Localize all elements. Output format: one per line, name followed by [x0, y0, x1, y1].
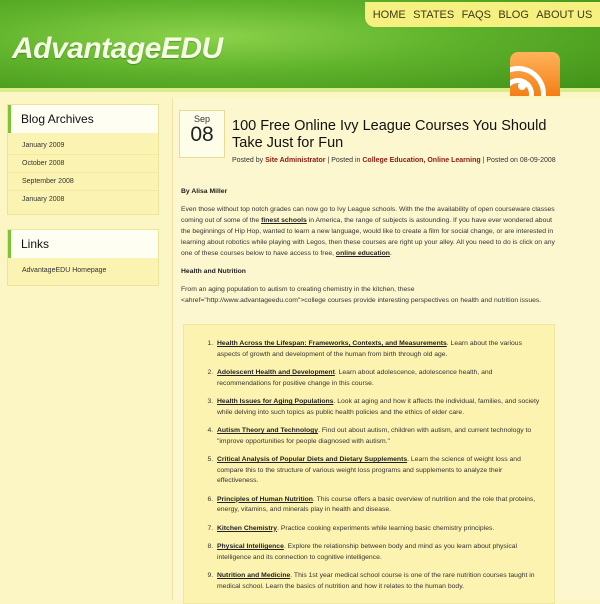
finest-schools-link[interactable]: finest schools: [261, 217, 307, 224]
course-list: [184, 325, 554, 592]
course-item: [215, 571, 544, 592]
intro-text: in America, the range of subjects is astounding. If you have ever wondered about the beginnings of Hip Hop, wanted to learn a new language, would like to create a film for social change, or are interested in learning about robotics while playing with Legos, then these courses are right up your alley. All you need to do is click on any one of these courses below to have access to free,: [181, 217, 555, 257]
course-link[interactable]: Physical Intelligence: [217, 543, 284, 550]
course-link[interactable]: Adolescent Health and Development: [217, 369, 335, 376]
byline: By Alisa Miller: [181, 188, 228, 195]
intro-paragraph: [181, 204, 561, 259]
course-desc: . Learn about the various aspects of growth and development of the human from birth through old age.: [217, 340, 522, 358]
course-desc: . Learn the science of weight loss and compare this to the structure of various weight loss programs and supplements to analyze their effectiveness.: [217, 456, 521, 484]
course-desc: . Find out about autism, children with autism, and current technology to "improve opportunities for people diagnosed with autism.": [217, 427, 532, 445]
archives-title: Blog Archives: [8, 105, 158, 133]
course-desc: . Learn about adolescence, adolescence health, and recommendations for positive change in this course.: [217, 369, 493, 387]
course-link[interactable]: Autism Theory and Technology: [217, 427, 319, 434]
course-link[interactable]: Nutrition and Medicine: [217, 572, 291, 579]
site-logo[interactable]: AdvantageEDU: [12, 32, 223, 65]
course-desc: . Practice cooking experiments while learning basic chemistry principles.: [277, 524, 495, 532]
course-item: [215, 495, 544, 516]
course-link[interactable]: Health Issues for Aging Populations: [217, 398, 334, 405]
course-link[interactable]: Critical Analysis of Popular Diets and Dietary Supplements: [217, 456, 408, 463]
post-content: [172, 98, 600, 600]
course-link[interactable]: Kitchen Chemistry: [217, 524, 278, 532]
post-month: Sep: [193, 114, 210, 124]
post-body: [181, 186, 561, 313]
archive-link[interactable]: September 2008: [8, 173, 158, 191]
intro-text: Even those without top notch grades can now go to Ivy League schools. With the the availability of open courseware classes coming out of some of the: [181, 206, 555, 224]
course-item: [215, 524, 544, 535]
archive-link[interactable]: January 2008: [22, 196, 65, 203]
meta-label: | Posted in: [327, 157, 361, 164]
course-desc: . Look at aging and how it affects the individual, families, and society while delving into such topics as public health policies and the ethics of elder care.: [217, 398, 540, 416]
nav-faqs[interactable]: FAQS: [461, 8, 491, 21]
section-heading: Health and Nutrition: [181, 268, 246, 275]
category-link[interactable]: College Education: [362, 157, 424, 164]
site-header: [0, 0, 600, 92]
sidebar: [7, 104, 159, 300]
nav-about-us[interactable]: ABOUT US: [536, 8, 593, 21]
links-widget: [7, 229, 159, 286]
meta-separator: ,: [423, 157, 426, 164]
course-item: [215, 426, 544, 447]
author-link[interactable]: Site Administrator: [265, 157, 326, 164]
course-desc: . Explore the relationship between body and mind as you learn about physical intelligence and its connection to cognitive intelligence.: [217, 543, 518, 561]
course-desc: . This course offers a basic overview of nutrition and the role that proteins, energy, vitamins, and minerals play in health and disease.: [217, 495, 536, 513]
meta-label: | Posted on: [482, 157, 518, 164]
post-meta: [232, 156, 562, 165]
course-item: [215, 542, 544, 563]
online-education-link[interactable]: online education: [335, 250, 390, 257]
intro-text: .: [389, 250, 392, 257]
course-list-box: [183, 324, 555, 604]
course-item: [215, 397, 544, 418]
rss-dot: [518, 82, 526, 90]
rss-feed-icon[interactable]: [510, 52, 560, 96]
course-link[interactable]: Health Across the Lifespan: Frameworks, Contexts, and Measurements: [217, 340, 447, 347]
links-title: Links: [8, 230, 158, 258]
archive-link[interactable]: January 2009: [8, 137, 158, 155]
meta-label: Posted by: [232, 157, 264, 164]
course-item: [215, 368, 544, 389]
top-nav: [365, 2, 600, 27]
course-item: [215, 455, 544, 487]
archive-link[interactable]: October 2008: [8, 155, 158, 173]
nav-states[interactable]: STATES: [413, 8, 455, 21]
course-link[interactable]: Principles of Human Nutrition: [217, 495, 313, 503]
course-desc: . This 1st year medical school course is one of the rare nutrition courses taught in medical school. Learn the basics of nutrition and how it relates to the human body.: [217, 572, 535, 590]
post-day: 08: [190, 123, 214, 146]
course-item: [215, 339, 544, 360]
archives-widget: [7, 104, 159, 215]
date-badge: [179, 110, 225, 158]
section-intro: From an aging population to autism to creating chemistry in the kitchen, these <ahref="http://www.advantageedu.com">college courses provide interesting perspectives on health and nutrition issues.: [181, 286, 542, 304]
nav-home[interactable]: HOME: [372, 8, 406, 21]
nav-blog[interactable]: BLOG: [498, 8, 529, 21]
category-link[interactable]: Online Learning: [427, 157, 481, 164]
post-title[interactable]: 100 Free Online Ivy League Courses You Should Take Just for Fun: [232, 118, 547, 151]
homepage-link[interactable]: AdvantageEDU Homepage: [22, 267, 107, 274]
post-date: 08-09-2008: [519, 157, 556, 164]
